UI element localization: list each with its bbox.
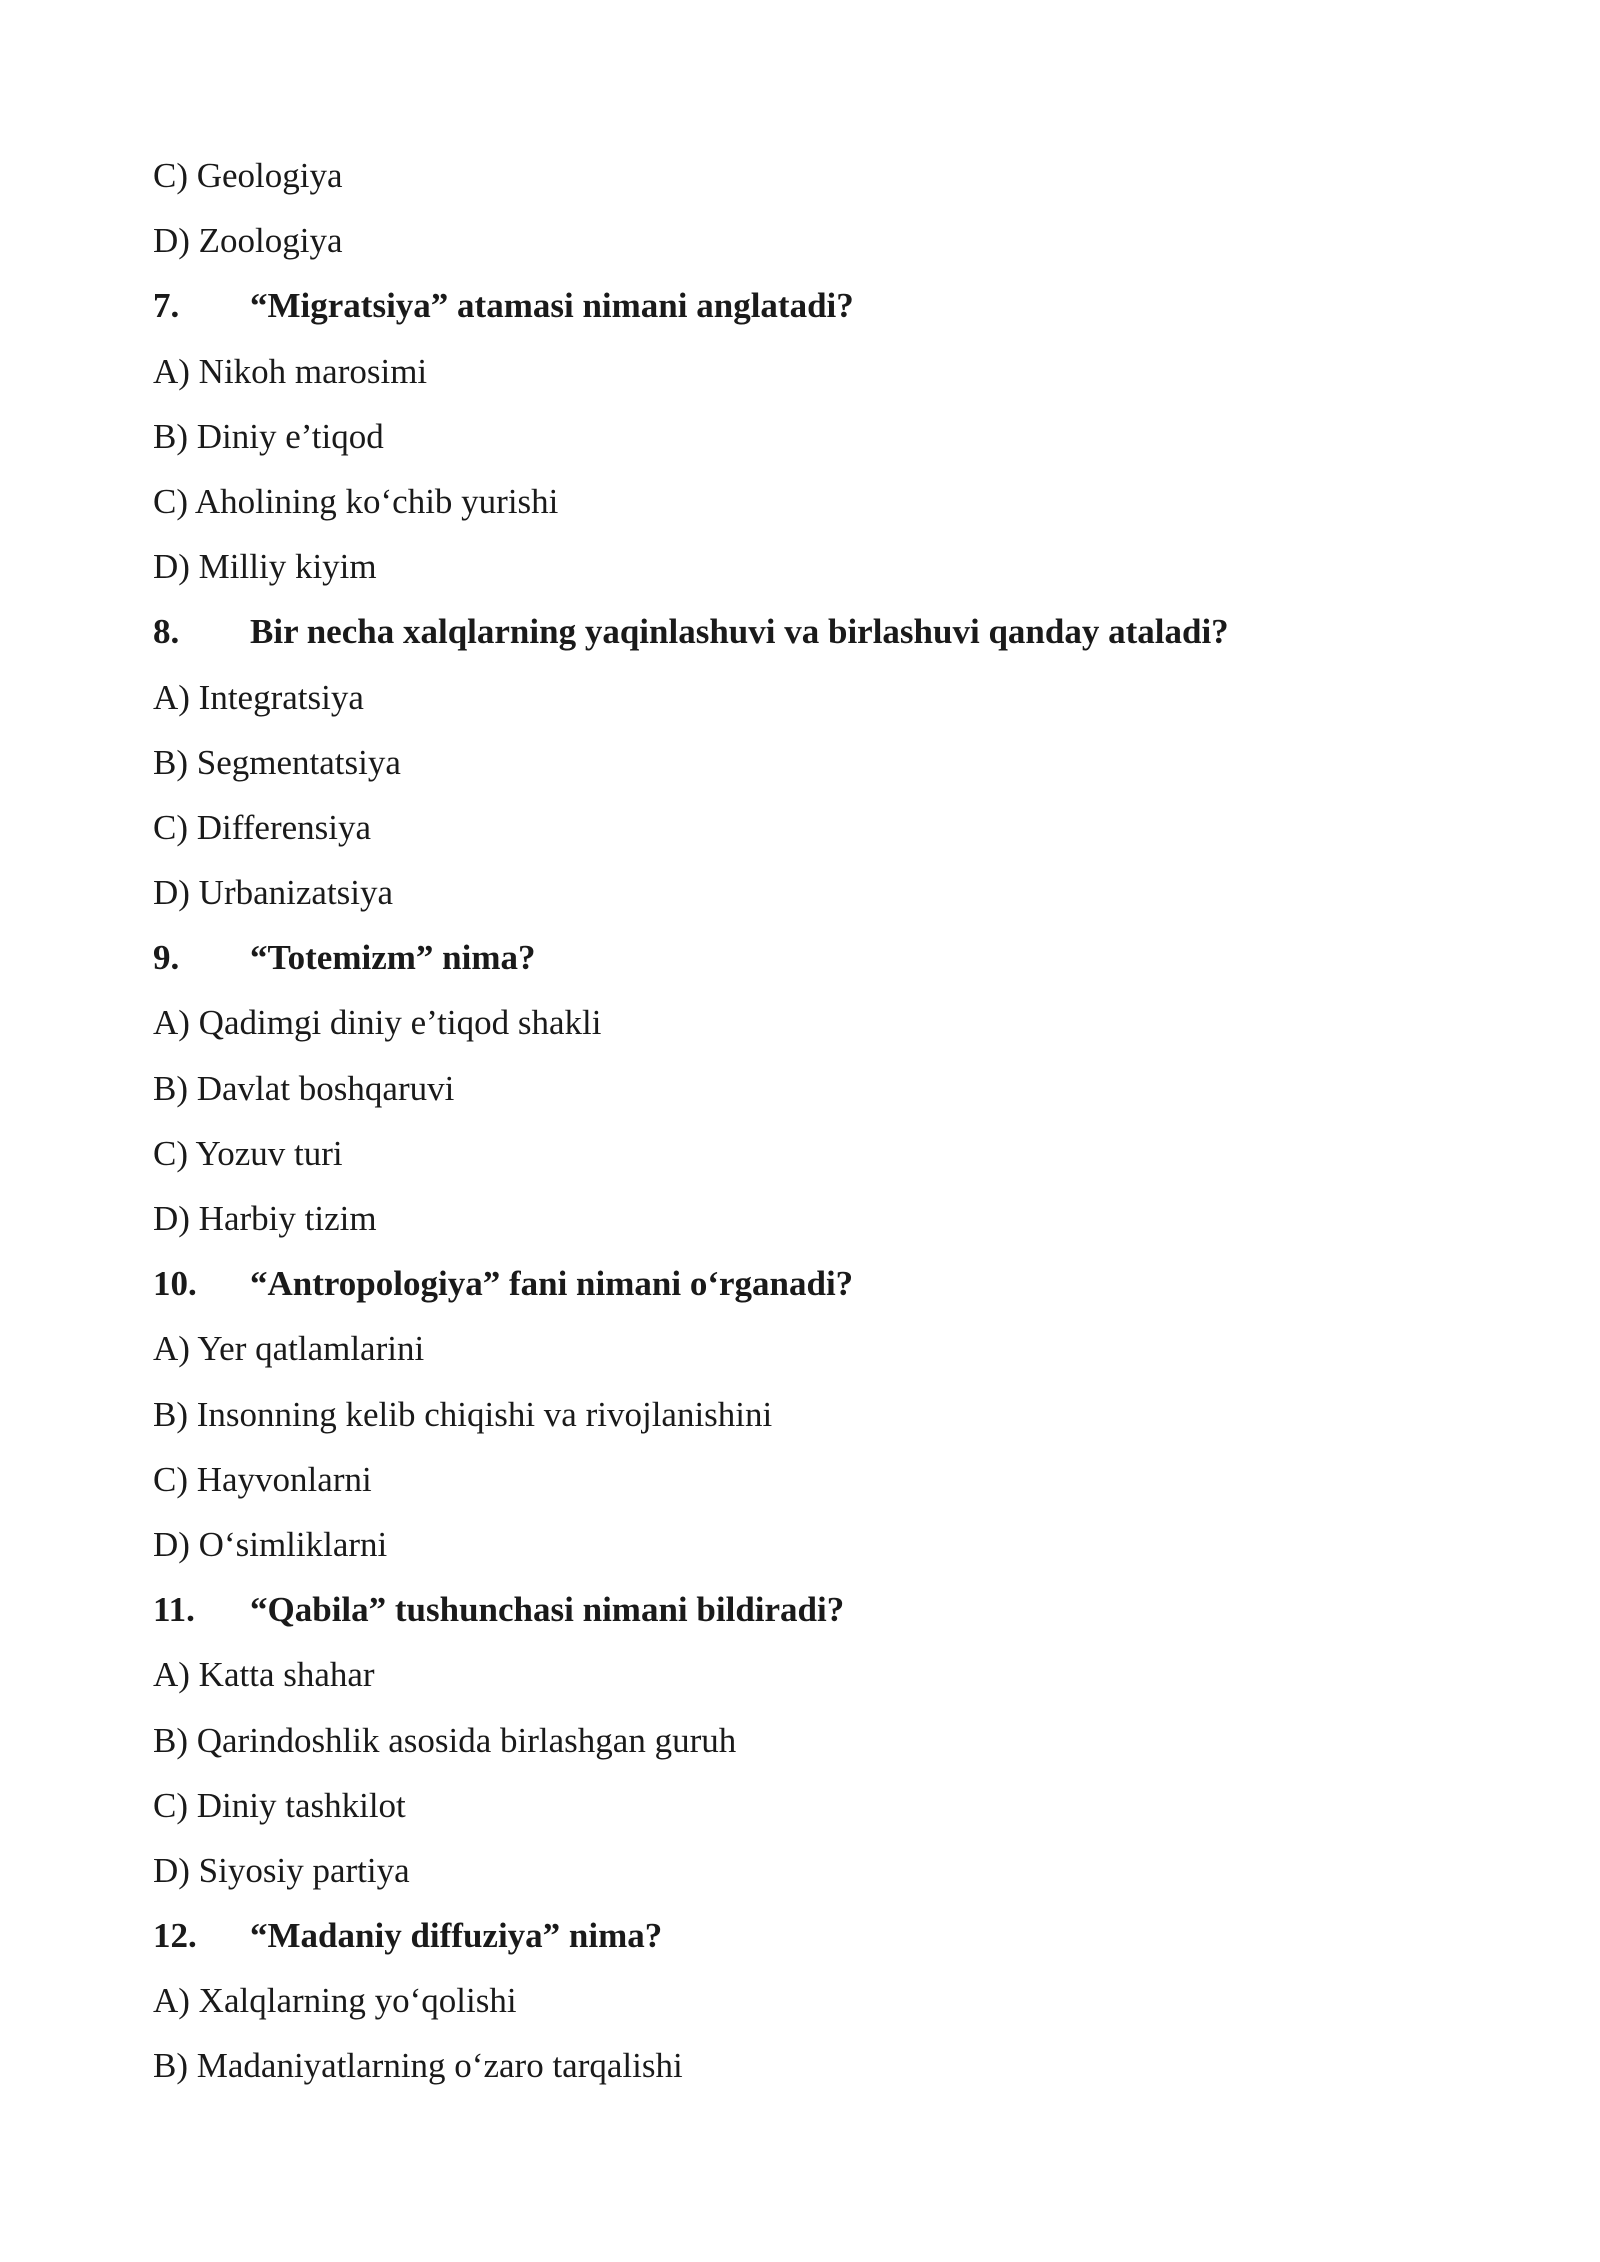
option-line: A) Nikoh marosimi	[153, 351, 428, 391]
option-line: B) Segmentatsiya	[153, 742, 401, 782]
question-number: 9.	[153, 938, 180, 978]
option-line: B) Diniy e’tiqod	[153, 416, 384, 456]
question-text: “Migratsiya” atamasi nimani anglatadi?	[250, 286, 854, 326]
option-line: C) Differensiya	[153, 807, 372, 847]
question-number: 7.	[153, 286, 180, 326]
option-line: C) Yozuv turi	[153, 1133, 343, 1173]
option-line: A) Katta shahar	[153, 1655, 375, 1695]
question-text: “Madaniy diffuziya” nima?	[250, 1916, 663, 1956]
question-line	[153, 599, 1453, 664]
option-line: A) Xalqlarning yoʻqolishi	[153, 1981, 517, 2021]
option-line: D) Zoologiya	[153, 221, 343, 261]
question-line	[153, 925, 1453, 990]
option-line: D) Harbiy tizim	[153, 1199, 377, 1238]
document-page	[153, 143, 1453, 2099]
option-line: D) Oʻsimliklarni	[153, 1524, 388, 1564]
question-text: “Totemizm” nima?	[250, 938, 536, 978]
question-line	[153, 273, 1453, 338]
option-line: A) Integratsiya	[153, 677, 364, 717]
option-line: C) Hayvonlarni	[153, 1459, 372, 1499]
option-line: B) Davlat boshqaruvi	[153, 1068, 455, 1108]
question-text: “Qabila” tushunchasi nimani bildiradi?	[250, 1590, 845, 1630]
option-line: C) Geologiya	[153, 156, 343, 195]
question-text: Bir necha xalqlarning yaqinlashuvi va birlashuvi qanday ataladi?	[250, 612, 1229, 652]
option-line: D) Milliy kiyim	[153, 547, 377, 587]
question-text: “Antropologiya” fani nimani oʻrganadi?	[250, 1264, 854, 1304]
option-line: B) Madaniyatlarning oʻzaro tarqalishi	[153, 2046, 683, 2086]
option-line: C) Diniy tashkilot	[153, 1785, 406, 1825]
option-line: A) Yer qatlamlarini	[153, 1329, 425, 1369]
option-line: C) Aholining koʻchib yurishi	[153, 481, 559, 521]
question-line	[153, 1251, 1453, 1316]
option-line: B) Qarindoshlik asosida birlashgan guruh	[153, 1720, 737, 1760]
option-line: D) Urbanizatsiya	[153, 873, 394, 913]
question-number: 11.	[153, 1590, 195, 1630]
question-line	[153, 1903, 1453, 1968]
question-number: 10.	[153, 1264, 197, 1304]
option-line: D) Siyosiy partiya	[153, 1850, 410, 1890]
question-number: 12.	[153, 1916, 197, 1956]
option-line: A) Qadimgi diniy e’tiqod shakli	[153, 1003, 602, 1043]
option-line: B) Insonning kelib chiqishi va rivojlanishini	[153, 1394, 773, 1434]
question-line	[153, 1577, 1453, 1642]
question-number: 8.	[153, 612, 180, 652]
